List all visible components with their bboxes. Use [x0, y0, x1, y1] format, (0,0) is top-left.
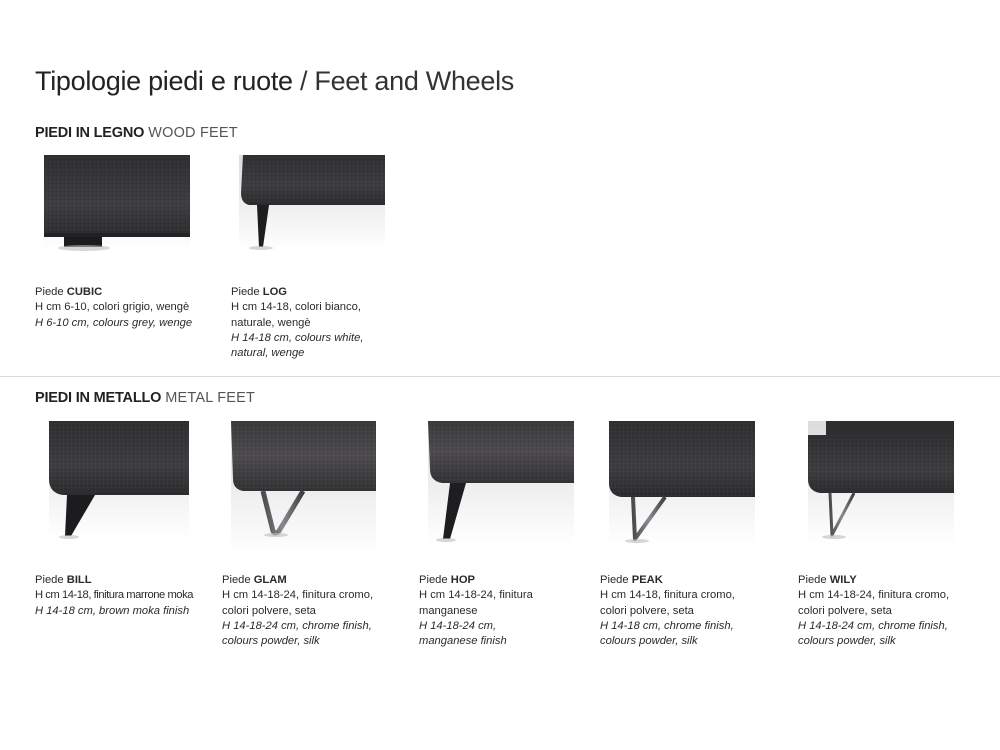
product-prefix: Piede — [419, 574, 451, 586]
peak-caption — [600, 573, 735, 649]
description-english: H 14-18 cm, colours white, natural, wenge — [231, 331, 364, 360]
description-italian: H cm 14-18, colori bianco, naturale, wengè — [231, 301, 361, 329]
description-english: H 14-18-24 cm, chrome finish, colours powder, silk — [798, 619, 948, 648]
product-prefix: Piede — [600, 574, 632, 586]
product-prefix: Piede — [35, 286, 67, 298]
bill-caption — [35, 573, 193, 619]
description-english: H 14-18 cm, chrome finish, colours powder, silk — [600, 619, 734, 648]
section-label-english: METAL FEET — [165, 390, 256, 406]
peak-foot-photo — [609, 421, 755, 545]
product-name-wily: WILY — [829, 574, 857, 586]
product-name-line — [419, 573, 533, 588]
description-english: H 14-18-24 cm, chrome finish, colours powder, silk — [222, 619, 372, 648]
product-prefix: Piede — [231, 286, 263, 298]
log-foot-photo — [239, 155, 385, 251]
product-name-line — [798, 573, 949, 588]
glam-foot-photo — [231, 421, 376, 557]
product-prefix: Piede — [222, 574, 254, 586]
wily-caption — [798, 573, 949, 649]
page-title-english: Feet and Wheels — [314, 66, 514, 96]
product-name-hop: HOP — [450, 574, 475, 586]
product-name-peak: PEAK — [631, 574, 663, 586]
description-italian: H cm 14-18-24, finitura cromo, colori polvere, seta — [798, 589, 950, 617]
section-divider — [0, 376, 1000, 377]
section-label-italian: PIEDI IN LEGNO — [35, 125, 145, 141]
description-italian: H cm 6-10, colori grigio, wengè — [35, 301, 190, 314]
description-italian: H cm 14-18, finitura marrone moka — [35, 589, 193, 602]
product-name-log: LOG — [262, 286, 287, 298]
description-english: H 14-18-24 cm, manganese finish — [419, 619, 507, 648]
product-prefix: Piede — [798, 574, 830, 586]
hop-foot-photo — [428, 421, 574, 545]
product-name-line — [35, 573, 193, 588]
description-english: H 14-18 cm, brown moka finish — [35, 604, 190, 617]
glam-caption — [222, 573, 373, 649]
page-title-italian: Tipologie piedi e ruote — [35, 66, 293, 96]
product-name-line — [222, 573, 373, 588]
description-english: H 6-10 cm, colours grey, wenge — [35, 316, 193, 329]
section-title-metal-feet — [35, 390, 255, 406]
product-name-line — [600, 573, 735, 588]
description-italian: H cm 14-18-24, finitura manganese — [419, 589, 533, 617]
description-italian: H cm 14-18, finitura cromo, colori polvere, seta — [600, 589, 735, 617]
section-label-english: WOOD FEET — [148, 125, 238, 141]
cubic-foot-photo — [44, 155, 190, 251]
page-title-separator: / — [292, 66, 315, 96]
cubic-caption — [35, 285, 192, 331]
description-italian: H cm 14-18-24, finitura cromo, colori polvere, seta — [222, 589, 374, 617]
wily-foot-photo — [808, 421, 954, 545]
product-name-cubic: CUBIC — [66, 286, 103, 298]
product-name-glam: GLAM — [253, 574, 287, 586]
product-prefix: Piede — [35, 574, 67, 586]
section-label-italian: PIEDI IN METALLO — [35, 390, 162, 406]
section-title-wood-feet — [35, 125, 238, 141]
page-title — [35, 66, 514, 97]
hop-caption — [419, 573, 533, 649]
bill-foot-photo — [49, 421, 189, 539]
product-name-bill: BILL — [66, 574, 92, 586]
product-name-line — [231, 285, 363, 300]
product-name-line — [35, 285, 192, 300]
log-caption — [231, 285, 363, 361]
